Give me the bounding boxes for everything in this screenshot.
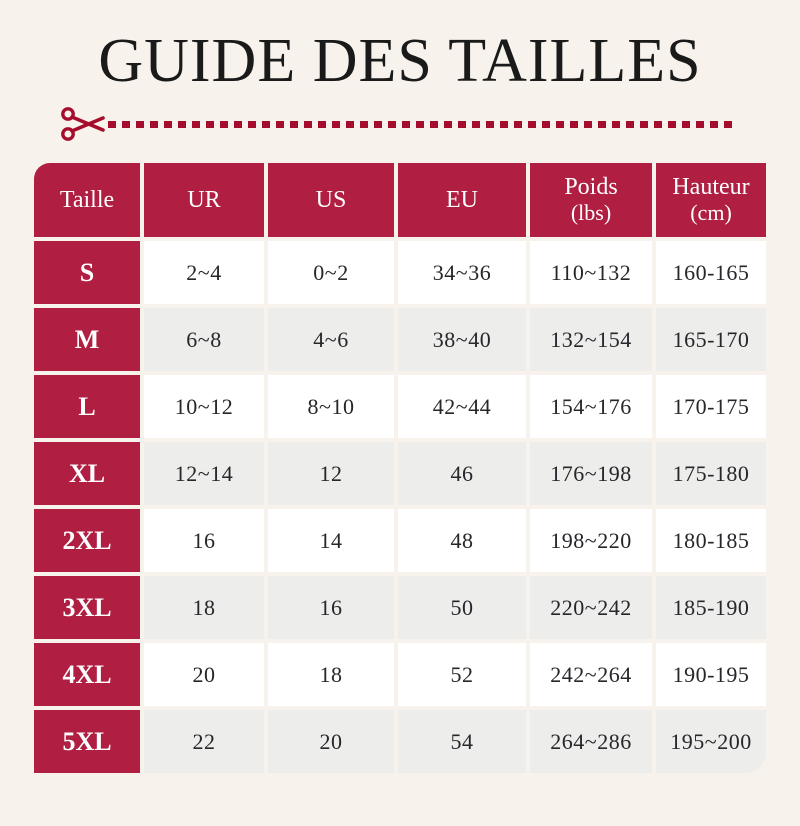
row-label: M — [34, 308, 140, 371]
col-header-hauteur — [656, 163, 766, 237]
dashed-line — [108, 121, 734, 128]
cell-poids: 132~154 — [530, 308, 652, 371]
col-header-poids-label: Poids — [564, 174, 618, 201]
table-row-4xl — [34, 643, 766, 706]
row-label: 2XL — [34, 509, 140, 572]
cell-hauteur: 185-190 — [656, 576, 766, 639]
page-title: GUIDE DES TAILLES — [98, 27, 702, 95]
col-header-us: US — [268, 163, 394, 237]
cell-us: 20 — [268, 710, 394, 773]
cell-poids: 154~176 — [530, 375, 652, 438]
cell-uk: 18 — [144, 576, 264, 639]
cell-uk: 2~4 — [144, 241, 264, 304]
row-label: XL — [34, 442, 140, 505]
cell-poids: 110~132 — [530, 241, 652, 304]
cell-us: 4~6 — [268, 308, 394, 371]
table-row-xl — [34, 442, 766, 505]
cell-us: 18 — [268, 643, 394, 706]
cell-poids: 198~220 — [530, 509, 652, 572]
row-label: 4XL — [34, 643, 140, 706]
table-row-3xl — [34, 576, 766, 639]
scissors-icon — [60, 105, 106, 143]
table-row-m — [34, 308, 766, 371]
header-row — [34, 163, 766, 237]
cell-hauteur: 175-180 — [656, 442, 766, 505]
cell-us: 12 — [268, 442, 394, 505]
col-header-hauteur-unit: (cm) — [690, 200, 732, 226]
row-label: 5XL — [34, 710, 140, 773]
col-header-poids — [530, 163, 652, 237]
col-header-taille: Taille — [34, 163, 140, 237]
table-row-s — [34, 241, 766, 304]
cell-hauteur: 160-165 — [656, 241, 766, 304]
cut-line — [60, 103, 734, 145]
cell-uk: 16 — [144, 509, 264, 572]
cell-uk: 22 — [144, 710, 264, 773]
cell-eu: 50 — [398, 576, 526, 639]
cell-eu: 46 — [398, 442, 526, 505]
cell-poids: 242~264 — [530, 643, 652, 706]
cell-eu: 34~36 — [398, 241, 526, 304]
cell-us: 8~10 — [268, 375, 394, 438]
cell-hauteur: 170-175 — [656, 375, 766, 438]
col-header-hauteur-label: Hauteur — [672, 174, 750, 201]
cell-hauteur: 180-185 — [656, 509, 766, 572]
cell-us: 0~2 — [268, 241, 394, 304]
table-row-l — [34, 375, 766, 438]
col-header-eu: EU — [398, 163, 526, 237]
col-header-poids-unit: (lbs) — [570, 200, 612, 226]
cell-eu: 42~44 — [398, 375, 526, 438]
cell-uk: 20 — [144, 643, 264, 706]
cell-uk: 12~14 — [144, 442, 264, 505]
cell-hauteur: 195~200 — [656, 710, 766, 773]
cell-hauteur: 190-195 — [656, 643, 766, 706]
table-row-5xl — [34, 710, 766, 773]
size-table — [30, 159, 770, 777]
cell-uk: 10~12 — [144, 375, 264, 438]
cell-us: 14 — [268, 509, 394, 572]
cell-eu: 54 — [398, 710, 526, 773]
table-row-2xl — [34, 509, 766, 572]
cell-eu: 38~40 — [398, 308, 526, 371]
cell-eu: 52 — [398, 643, 526, 706]
cell-poids: 220~242 — [530, 576, 652, 639]
cell-hauteur: 165-170 — [656, 308, 766, 371]
cell-us: 16 — [268, 576, 394, 639]
cell-poids: 264~286 — [530, 710, 652, 773]
cell-poids: 176~198 — [530, 442, 652, 505]
row-label: L — [34, 375, 140, 438]
cell-eu: 48 — [398, 509, 526, 572]
row-label: 3XL — [34, 576, 140, 639]
cell-uk: 6~8 — [144, 308, 264, 371]
col-header-uk: UR — [144, 163, 264, 237]
size-guide-page — [0, 26, 800, 826]
row-label: S — [34, 241, 140, 304]
